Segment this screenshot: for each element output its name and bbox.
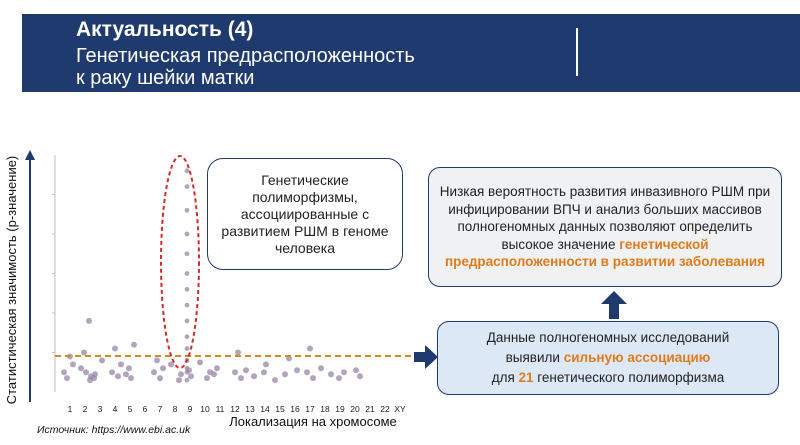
- data-point: [251, 373, 257, 379]
- data-point: [261, 369, 267, 375]
- x-tick-label: 2: [82, 404, 88, 414]
- data-point: [131, 342, 137, 348]
- x-tick-label: 18: [320, 404, 330, 414]
- data-point: [109, 369, 115, 375]
- gwas-line2: [487, 348, 730, 368]
- x-tick-label: 8: [172, 404, 178, 414]
- data-point: [126, 365, 132, 371]
- gwas-line2-highlight: сильную ассоциацию: [563, 350, 711, 365]
- x-tick-label: 19: [335, 404, 345, 414]
- data-point: [118, 361, 124, 367]
- x-tick-label: XY: [394, 404, 406, 414]
- data-point: [211, 371, 217, 377]
- x-tick-label: 10: [200, 404, 210, 414]
- data-point: [197, 359, 203, 365]
- data-point: [123, 371, 129, 377]
- x-tick-label: 22: [380, 404, 390, 414]
- slide-subtitle-line2: к раку шейки матки: [76, 67, 255, 89]
- gwas-line2-text: выявили: [505, 350, 564, 365]
- x-tick-label: 4: [112, 404, 118, 414]
- x-tick-label: 6: [142, 404, 148, 414]
- data-point: [64, 375, 70, 381]
- data-point: [318, 365, 324, 371]
- data-point: [86, 318, 92, 324]
- conclusion-box: [428, 167, 782, 287]
- data-point: [185, 346, 190, 351]
- data-point: [235, 350, 241, 356]
- data-point: [341, 369, 347, 375]
- x-tick-label: 13: [245, 404, 255, 414]
- conclusion-text-main: Низкая вероятность развития инвазивного РШМ при инфицировании ВПЧ и анализ больших массивов полногеномных данных позволяют определить высокое значение: [439, 184, 771, 252]
- x-tick-label: 21: [365, 404, 375, 414]
- gwas-line1: Данные полногеномных исследований: [486, 330, 730, 345]
- x-tick-label: 11: [215, 404, 225, 414]
- arrow-right-icon: [413, 344, 439, 370]
- gwas-line3-tail: генетического полиморфизма: [533, 370, 725, 385]
- data-point: [282, 371, 288, 377]
- conclusion-text: [437, 183, 773, 271]
- gwas-line3-count: 21: [518, 370, 534, 385]
- data-point: [185, 303, 190, 308]
- x-tick-label: 9: [187, 404, 193, 414]
- data-point: [357, 373, 363, 379]
- conclusion-highlight: генетической предрасположенности в развитии заболевания: [444, 236, 766, 270]
- data-point: [99, 357, 105, 363]
- x-axis-label: Локализация на хромосоме: [229, 414, 397, 429]
- ticks-layer: [68, 404, 406, 414]
- data-point: [178, 371, 184, 377]
- data-point: [188, 373, 194, 379]
- x-tick-label: 15: [275, 404, 285, 414]
- data-point: [307, 346, 313, 352]
- data-point: [185, 232, 190, 237]
- data-point: [238, 375, 244, 381]
- slide-subtitle-line1: Генетическая предрасположенность: [76, 45, 415, 67]
- data-point: [214, 365, 220, 371]
- callout-text: Генетические полиморфизмы, ассоциированные с развитием РШМ в геноме человека: [221, 171, 389, 256]
- data-point: [185, 168, 190, 173]
- data-point: [83, 369, 89, 375]
- gwas-line3: [487, 368, 730, 388]
- x-tick-label: 3: [97, 404, 103, 414]
- data-point: [263, 361, 269, 367]
- data-point: [186, 367, 192, 373]
- data-point: [304, 369, 310, 375]
- data-point: [185, 208, 190, 213]
- data-point: [204, 375, 210, 381]
- data-point: [112, 346, 118, 352]
- x-tick-label: 5: [127, 404, 133, 414]
- axes-layer: [25, 150, 55, 402]
- data-point: [336, 375, 342, 381]
- data-point: [185, 334, 190, 339]
- source-citation: Источник: https://www.ebi.ac.uk: [37, 424, 191, 436]
- data-point: [91, 375, 97, 381]
- data-point: [232, 369, 238, 375]
- data-point: [154, 357, 160, 363]
- data-point: [185, 378, 190, 383]
- x-tick-label: 14: [260, 404, 270, 414]
- title-banner: [22, 14, 800, 92]
- data-point: [328, 371, 334, 377]
- x-tick-label: 7: [157, 404, 163, 414]
- data-point: [185, 319, 190, 324]
- data-point: [70, 361, 76, 367]
- data-point: [61, 369, 67, 375]
- data-point: [115, 373, 121, 379]
- x-tick-label: 12: [230, 404, 240, 414]
- data-point: [185, 287, 190, 292]
- data-point: [176, 377, 182, 383]
- data-point: [272, 377, 278, 383]
- data-point: [128, 375, 134, 381]
- highlight-ellipse: [161, 156, 199, 368]
- y-axis-label: Статистическая значимость (р-значение): [4, 155, 19, 405]
- data-point: [185, 184, 190, 189]
- data-point: [157, 375, 163, 381]
- arrow-up-icon: [599, 290, 629, 320]
- x-tick-label: 17: [305, 404, 315, 414]
- data-point: [81, 350, 87, 356]
- data-point: [78, 365, 84, 371]
- header-divider: [576, 28, 578, 76]
- gwas-findings-box: [437, 321, 779, 395]
- data-point: [185, 271, 190, 276]
- data-point: [185, 251, 190, 256]
- gwas-findings-text: [487, 328, 730, 388]
- gwas-line3-text: для: [491, 370, 519, 385]
- x-tick-label: 16: [290, 404, 300, 414]
- polymorphisms-callout: [207, 158, 403, 270]
- data-point: [243, 367, 249, 373]
- data-point: [160, 365, 166, 371]
- x-tick-label: 1: [67, 404, 73, 414]
- x-tick-label: 20: [350, 404, 360, 414]
- slide-title: Актуальность (4): [76, 18, 254, 41]
- data-point: [310, 375, 316, 381]
- data-point: [151, 369, 157, 375]
- data-point: [294, 367, 300, 373]
- data-point: [353, 367, 359, 373]
